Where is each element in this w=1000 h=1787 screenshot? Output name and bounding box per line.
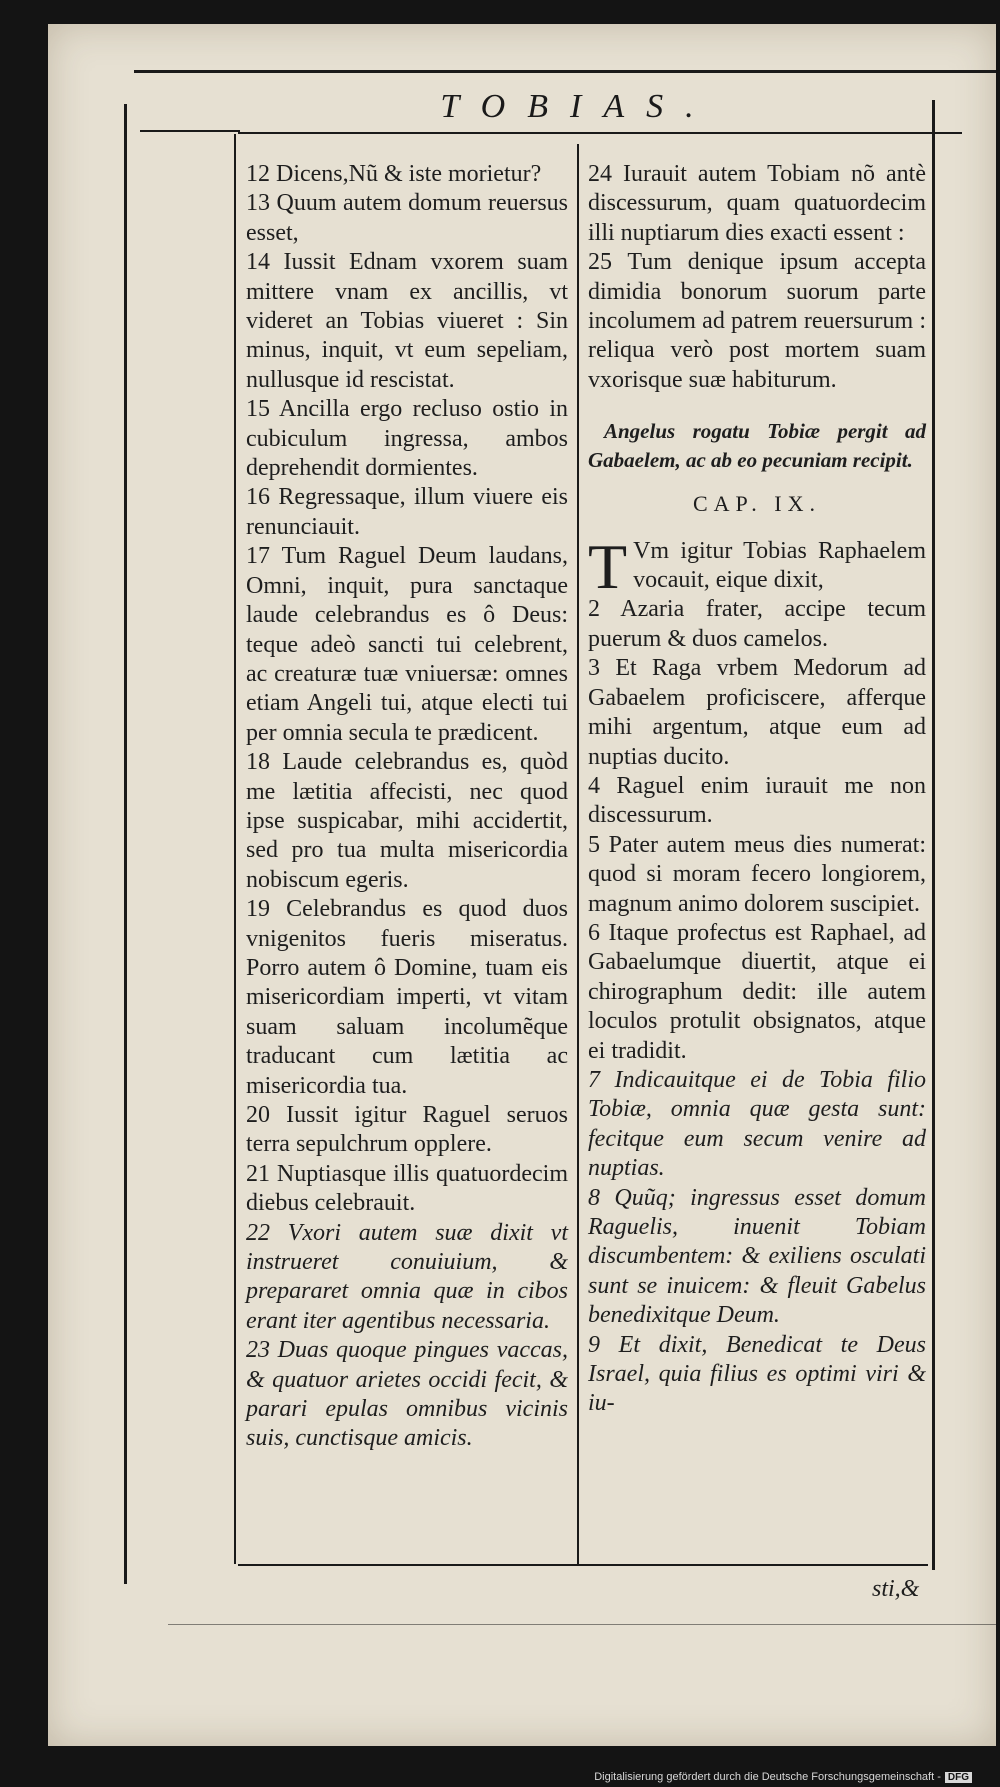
drop-cap: T [588, 530, 628, 602]
left-column [246, 160, 568, 1454]
chapter-summary: Angelus rogatu Tobiæ pergit ad Gabaelem, ac ab eo pecuniam recipit. [588, 419, 926, 473]
chapter-heading: CAP. IX. [692, 491, 822, 517]
verse-24: 24 Iurauit autem Tobiam nõ antè discessurum, quam quatuordecim illi nuptiarum dies exacti essent : [588, 161, 926, 246]
footer-rule [168, 1624, 996, 1625]
catchword: sti,& [872, 1576, 920, 1602]
verse-23: 23 Duas quoque pingues vaccas, & quatuor arietes occidi fecit, & parari epulas omnibus vicinis suis, cunctisque amicis. [246, 1337, 568, 1452]
verse-20: 20 Iussit igitur Raguel seruos terra sepulchrum opplere. [246, 1102, 568, 1158]
verse-ix-2: 2 Azaria frater, accipe tecum puerum & duos camelos. [588, 596, 926, 652]
verse-ix-6: 6 Itaque profectus est Raphael, ad Gabaelumque diuertit, atque ei chirographum dedit: ille autem loculos protulit obsignatos, atque ei tradidit. [588, 919, 926, 1064]
verse-17: 17 Tum Raguel Deum laudans, Omni, inquit, pura sanctaque laude celebrandus es ô Deus: teque adeò sancti tui celebrent, ac creaturæ tuæ vniuersæ: omnes etiam Angeli tui, atque electi tui per omnia secula te prædicent. [246, 543, 568, 746]
book-page [48, 24, 996, 1746]
header-rule [238, 132, 962, 134]
verse-25: 25 Tum denique ipsum accepta dimidia bonorum suorum parte incolumem ad patrem reuersurum : reliqua verò post mortem suam vxorisque suæ habiturum. [588, 249, 926, 393]
right-column [588, 160, 926, 1419]
verse-ix-1 [588, 530, 926, 602]
verse-22: 22 Vxori autem suæ dixit vt instrueret conuiuium, & prepararet omnia quæ in cibos erant iter agentibus necessaria. [246, 1219, 568, 1334]
verse-ix-9: 9 Et dixit, Benedicat te Deus Israel, quia filius es optimi viri & iu- [588, 1331, 926, 1417]
column-divider [577, 144, 579, 1564]
top-rule [134, 70, 996, 73]
verse-18: 18 Laude celebrandus es, quòd me lætitia affecisti, nec quod ipse suspicabar, mihi accidertit, sed pro tua multa misericordia nobiscum egeris. [246, 749, 568, 893]
bottom-rule [238, 1564, 928, 1566]
digitization-credit [594, 1771, 972, 1783]
running-title: TOBIAS. [440, 88, 716, 125]
frame-right [932, 100, 935, 1570]
credit-text: Digitalisierung gefördert durch die Deutsche Forschungsgemeinschaft - [594, 1771, 941, 1783]
verse-12: 12 Dicens,Nũ & iste morietur? [246, 161, 542, 187]
verse-ix-5: 5 Pater autem meus dies numerat: quod si moram fecero longiorem, magnum animo dolorem suscipiet. [588, 831, 926, 917]
header-rule-left [140, 130, 240, 132]
verse-19: 19 Celebrandus es quod duos vnigenitos fueris miseratus. Porro autem ô Domine, tuam eis misericordiam imperti, vt vitam suam saluam incolumẽque traducant cum lætitia ac misericordia tua. [246, 896, 568, 1099]
verse-21: 21 Nuptiasque illis quatuordecim diebus celebrauit. [246, 1160, 568, 1217]
verse-ix-4: 4 Raguel enim iurauit me non discessurum. [588, 772, 926, 829]
verse-15: 15 Ancilla ergo recluso ostio in cubiculum ingressa, ambos deprehendit dormientes. [246, 396, 568, 482]
verse-14: 14 Iussit Ednam vxorem suam mittere vnam ex ancillis, vt videret an Tobias viueret : Sin minus, inquit, vt eum sepeliam, nullusque id rescistat. [246, 249, 568, 393]
verse-16: 16 Regressaque, illum viuere eis renunciauit. [246, 484, 568, 540]
frame-left [124, 104, 127, 1584]
verse-ix-8: 8 Quũq; ingressus esset domum Raguelis, inuenit Tobiam discumbentem: & exiliens osculati sunt se inuicem: & fleuit Gabelus benedixitque Deum. [588, 1184, 926, 1329]
verse-ix-3: 3 Et Raga vrbem Medorum ad Gabaelem proficiscere, afferque mihi argentum, atque eum ad nuptias ducito. [588, 655, 926, 770]
dfg-logo: DFG [945, 1772, 972, 1783]
verse-ix-1-text: Vm igitur Tobias Raphaelem vocauit, eique dixit, [633, 537, 926, 594]
inner-rule-left [234, 134, 236, 1564]
verse-ix-7: 7 Indicauitque ei de Tobia filio Tobiæ, omnia quæ gesta sunt: fecitque eum secum venire ad nuptias. [588, 1066, 926, 1182]
verse-13: 13 Quum autem domum reuersus esset, [246, 190, 568, 246]
